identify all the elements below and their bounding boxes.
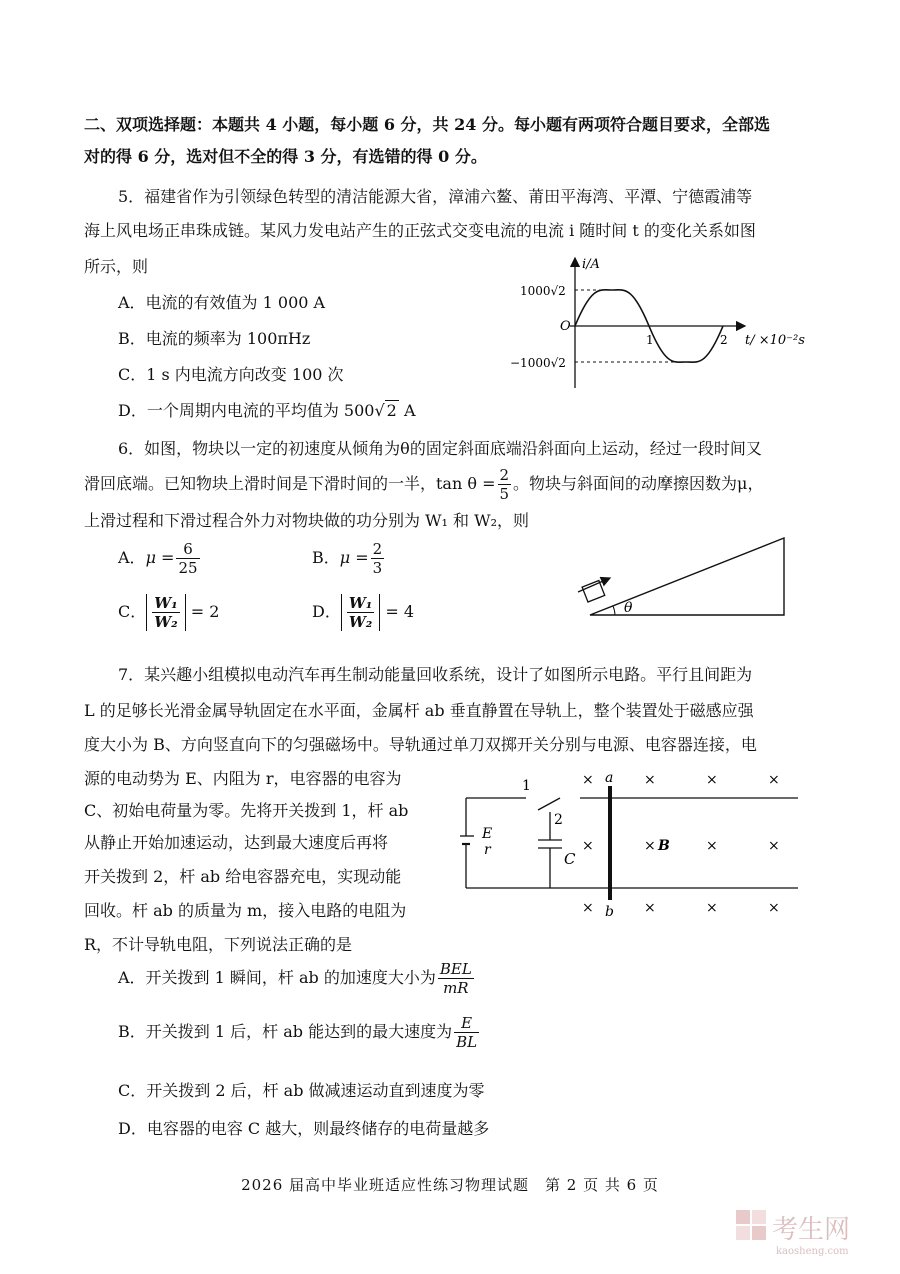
q5-option-d: D．一个周期内电流的平均值为 500√ 2 A [118,401,416,420]
q5-ymax-label: 1000√2 [520,284,566,298]
q7-field-cross: × [706,838,718,854]
watermark-text: 考生网 [772,1215,851,1245]
q7-stem-line7: 开关拨到 2，杆 ab 给电容器充电，实现动能 [84,867,402,886]
q7-circuit-diagram [460,772,800,922]
q7-stem-line4: 源的电动势为 E、内阻为 r，电容器的电容为 [84,769,402,788]
watermark-icon [736,1210,766,1240]
q5-option-b: B．电流的频率为 100πHz [118,329,311,348]
q7-field-cross: × [644,772,656,788]
q7-field-cross: × [706,772,718,788]
q7-option-a: A．开关拨到 1 瞬间，杆 ab 的加速度大小为 $\frac{\text{BEL}}{mR}$ [118,960,472,997]
q7-stem-line9: R，不计导轨电阻，下列说法正确的是 [84,935,353,954]
q5-stem-line3: 所示，则 [84,257,149,276]
q7-label-C: C [564,850,576,868]
q7-option-c: C．开关拨到 2 后，杆 ab 做减速运动直到速度为零 [118,1081,485,1100]
q7-stem-line2: L 的足够长光滑金属导轨固定在水平面，金属杆 ab 垂直静置在导轨上，整个装置处于磁感应强 [84,701,754,720]
q7-field-cross: × [644,838,656,854]
q5-ylabel: i/A [582,257,600,272]
q7-stem-line6: 从静止开始加速运动，达到最大速度后再将 [84,833,389,852]
q6-angle-arc [613,606,615,615]
q7-field-cross: × [706,900,718,916]
watermark-logo [732,1202,882,1262]
q7-label-B: B [658,838,670,854]
q5-option-c: C．1 s 内电流方向改变 100 次 [118,365,344,384]
q7-label-r: r [484,842,491,858]
section-header-line2: 对的得 6 分，选对但不全的得 3 分，有选错的得 0 分。 [84,147,487,166]
q7-label-a: a [605,772,614,786]
q7-option-d: D．电容器的电容 C 越大，则最终储存的电荷量越多 [118,1119,490,1138]
q6-stem-line1: 6．如图，物块以一定的初速度从倾角为θ的固定斜面底端沿斜面向上运动，经过一段时间又 [118,439,762,458]
q7-stem-line3: 度大小为 B、方向竖直向下的匀强磁场中。导轨通过单刀双掷开关分别与电源、电容器连接，电 [84,735,757,754]
q7-field-cross: × [582,900,594,916]
q7-field-cross: × [582,772,594,788]
q6-incline [590,538,784,615]
q5-current-graph [500,250,830,400]
q7-field-cross: × [644,900,656,916]
q5-tick-1: 1 [646,333,654,347]
q7-field-cross: × [768,838,780,854]
q7-field-cross: × [582,838,594,854]
q7-switch-1: 1 [522,778,531,794]
q6-incline-diagram [570,530,800,625]
q6-option-a: A．μ = $\frac{6}{25}$ [118,540,198,577]
q7-stem-line5: C、初始电荷量为零。先将开关拨到 1，杆 ab [84,801,409,820]
q7-label-b: b [605,904,614,920]
q7-stem-line1: 7．某兴趣小组模拟电动汽车再生制动能量回收系统，设计了如图所示电路。平行且间距为 [118,665,753,684]
q7-field-cross: × [768,772,780,788]
q7-option-b: B．开关拨到 1 后，杆 ab 能达到的最大速度为 $\frac{E}{BL}$ [118,1014,478,1051]
q6-option-c: C． $\frac{\text{W₁}}{\text{W₂}}$ = 2 [118,594,220,631]
q6-stem-line2: 滑回底端。已知物块上滑时间是下滑时间的一半，tan θ = $\frac{2}{5}$ 。物块与斜面间的动摩擦因数为μ， [84,466,764,503]
q6-angle-label: θ [624,600,633,616]
q5-stem-line1: 5．福建省作为引领绿色转型的清洁能源大省，漳浦六鳌、莆田平海湾、平潭、宁德霞浦等 [118,187,753,206]
q5-stem-line2: 海上风电场正串珠成链。某风力发电站产生的正弦式交变电流的电流 i 随时间 t 的变化关系如图 [84,221,756,240]
q5-option-a: A．电流的有效值为 1 000 A [118,293,326,312]
section-header-line1: 二、双项选择题：本题共 4 小题，每小题 6 分，共 24 分。每小题有两项符合题目要求，全部选 [84,115,770,134]
q7-label-E: E [482,826,493,842]
q7-field-cross: × [768,900,780,916]
q7-switch-blade [538,798,560,810]
q5-tick-2: 2 [720,333,728,347]
q5-ymin-label: −1000√2 [510,356,566,370]
q5-origin: O [560,319,571,334]
page-footer: 2026 届高中毕业班适应性练习物理试题 第 2 页 共 6 页 [241,1176,659,1194]
q6-option-b: B．μ = $\frac{2}{3}$ [312,540,383,577]
q6-block [582,580,605,602]
q5-xlabel: t/ ×10⁻²s [745,333,805,348]
q6-stem-line3: 上滑过程和下滑过程合外力对物块做的功分别为 W₁ 和 W₂，则 [84,511,529,530]
watermark-subtext: kaosheng.com [776,1246,849,1257]
q7-stem-line8: 回收。杆 ab 的质量为 m，接入电路的电阻为 [84,901,407,920]
q6-option-d: D． $\frac{\text{W₁}}{\text{W₂}}$ = 4 [312,594,415,631]
q7-switch-2: 2 [554,812,563,828]
